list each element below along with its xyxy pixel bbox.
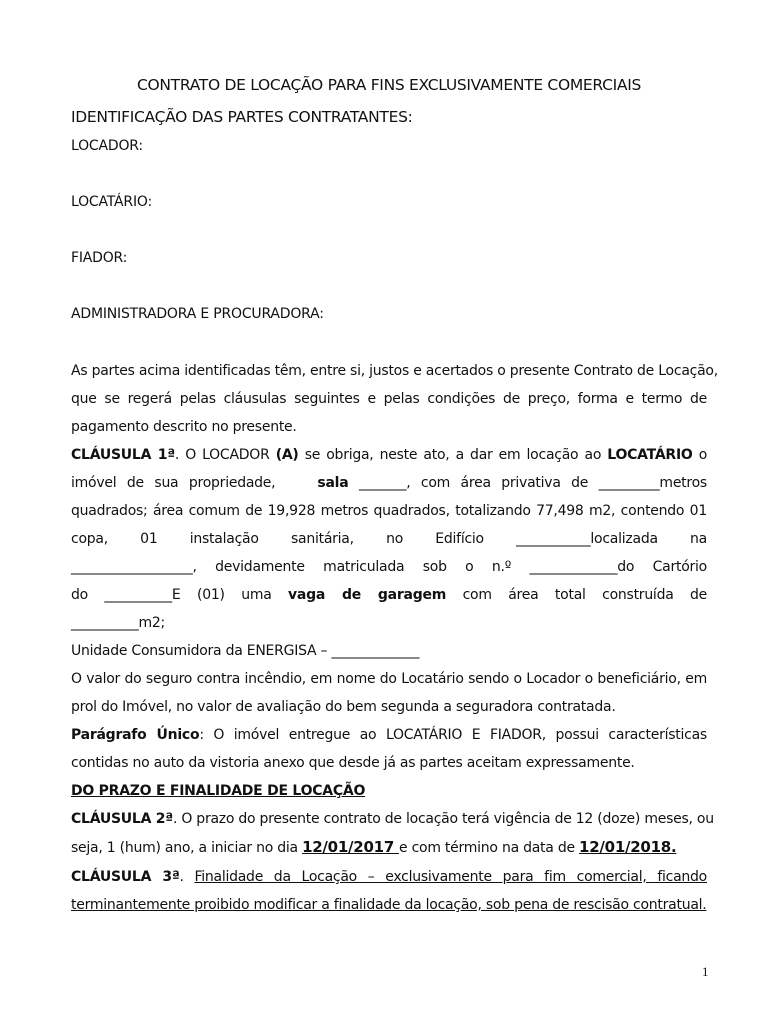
intro-line-1: As partes acima identificadas têm, entre si, justos e acertados o presente Contrato de Locação, xyxy=(71,363,718,379)
clause-3-line-1: CLÁUSULA 3ª. Finalidade da Locação – exclusivamente para fim comercial, ficando xyxy=(71,869,707,885)
clause-1-line-3: quadrados; área comum de 19,928 metros quadrados, totalizando 77,498 m2, contendo 01 xyxy=(71,503,707,519)
clause-1-line-7: __________m2; xyxy=(71,615,166,631)
clause-2-line-2: seja, 1 (hum) ano, a iniciar no dia 12/01/2017 e com término na data de 12/01/2018. xyxy=(71,838,677,856)
seguro-paragraph xyxy=(71,665,707,721)
intro-line-2: que se regerá pelas cláusulas seguintes e pelas condições de preço, forma e termo de xyxy=(71,391,707,407)
clause-1-line-1: CLÁUSULA 1ª. O LOCADOR (A) se obriga, neste ato, a dar em locação ao LOCATÁRIO o xyxy=(71,447,708,463)
clause-3 xyxy=(71,863,707,919)
paragrafo-label: Parágrafo Único xyxy=(71,727,200,743)
intro-paragraph xyxy=(71,357,718,441)
administradora-label: ADMINISTRADORA E PROCURADORA: xyxy=(71,306,324,322)
page-number: 1 xyxy=(702,964,709,979)
paragrafo-line-1: Parágrafo Único: O imóvel entregue ao LOCATÁRIO E FIADOR, possui características xyxy=(71,727,707,743)
energisa-line: Unidade Consumidora da ENERGISA – _____________ xyxy=(71,643,420,659)
clause-3-line-2: terminantemente proibido modificar a finalidade da locação, sob pena de rescisão contratual. xyxy=(71,897,707,913)
start-date: 12/01/2017 xyxy=(302,838,399,856)
locatario-label: LOCATÁRIO: xyxy=(71,194,152,210)
end-date: 12/01/2018. xyxy=(579,838,677,856)
clause-1-line-2: imóvel de sua propriedade, sala _______, com área privativa de _________metros xyxy=(71,475,707,491)
contract-title: CONTRATO DE LOCAÇÃO PARA FINS EXCLUSIVAMENTE COMERCIAIS xyxy=(136,76,642,94)
clause-2 xyxy=(71,805,714,861)
parties-heading: IDENTIFICAÇÃO DAS PARTES CONTRATANTES: xyxy=(71,108,413,126)
clause-2-label: CLÁUSULA 2ª xyxy=(71,811,173,827)
clause-1-line-6: do __________E (01) uma vaga de garagem com área total construída de xyxy=(71,587,708,603)
clause-2-line-1: CLÁUSULA 2ª. O prazo do presente contrato de locação terá vigência de 12 (doze) meses, ou xyxy=(71,811,714,827)
seguro-line-1: O valor do seguro contra incêndio, em nome do Locatário sendo o Locador o beneficiário, em xyxy=(71,671,707,687)
paragrafo-unico xyxy=(71,721,707,777)
fiador-label: FIADOR: xyxy=(71,250,128,266)
seguro-line-2: prol do Imóvel, no valor de avaliação do bem segunda a seguradora contratada. xyxy=(71,699,616,715)
paragrafo-line-2: contidas no auto da vistoria anexo que desde já as partes aceitam expressamente. xyxy=(71,755,635,771)
intro-line-3: pagamento descrito no presente. xyxy=(71,419,297,435)
prazo-heading: DO PRAZO E FINALIDADE DE LOCAÇÃO xyxy=(71,783,366,799)
locador-label: LOCADOR: xyxy=(71,138,143,154)
clause-1 xyxy=(71,441,707,637)
clause-1-line-4: copa, 01 instalação sanitária, no Edifício ___________localizada na xyxy=(71,531,707,547)
clause-3-label: CLÁUSULA 3ª xyxy=(71,869,180,885)
clause-1-line-5: __________________, devidamente matriculada sob o n.º _____________do Cartório xyxy=(71,559,707,575)
clause-1-label: CLÁUSULA 1ª xyxy=(71,447,175,463)
